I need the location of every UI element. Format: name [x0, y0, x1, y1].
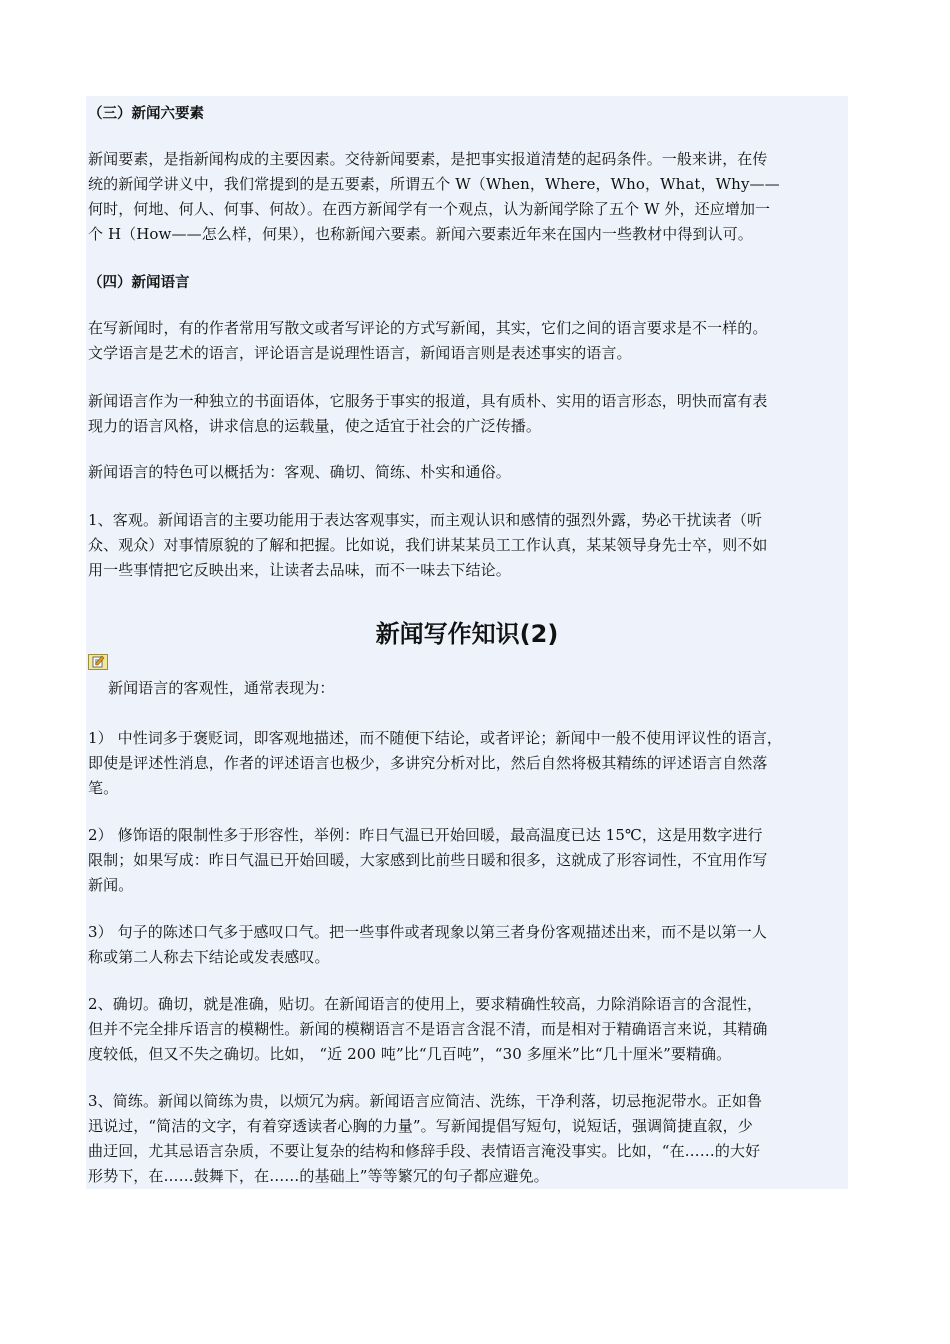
text-line: 即使是评述性消息，作者的评述语言也极少，多讲究分析对比，然后自然将极其精练的评述语言自然落	[88, 754, 768, 772]
text-line: 3、简练。新闻以简练为贵，以烦冗为病。新闻语言应简洁、洗练，干净利落，切忌拖泥带水。正如鲁	[88, 1092, 763, 1110]
text-line: 新闻语言的客观性，通常表现为：	[88, 679, 335, 697]
text-line: 在写新闻时，有的作者常用写散文或者写评论的方式写新闻，其实，它们之间的语言要求是不一样的。	[88, 319, 768, 337]
text-line: 新闻语言的特色可以概括为：客观、确切、简练、朴实和通俗。	[88, 463, 511, 481]
document-page	[86, 96, 848, 1189]
paragraph-language-style	[88, 389, 856, 439]
paragraph-conciseness	[88, 1089, 856, 1189]
paragraph-language-features	[88, 460, 856, 485]
text-line: 曲迂回，尤其忌语言杂质，不要让复杂的结构和修辞手段、表情语言淹没事实。比如，“在……的大好	[88, 1142, 761, 1160]
text-line: 但并不完全排斥语言的模糊性。新闻的模糊语言不是语言含混不清，而是相对于精确语言来说，其精确	[88, 1020, 768, 1038]
text-line: 2、确切。确切，就是准确，贴切。在新闻语言的使用上，要求精确性较高，力除消除语言的含混性，	[88, 995, 763, 1013]
article-title: 新闻写作知识(2)	[375, 620, 559, 648]
text-line: 3） 句子的陈述口气多于感叹口气。把一些事件或者现象以第三者身份客观描述出来，而不是以第一人	[88, 923, 767, 941]
section-heading-news-language: （四）新闻语言	[88, 275, 190, 291]
text-line: 文学语言是艺术的语言，评论语言是说理性语言，新闻语言则是表述事实的语言。	[88, 344, 632, 362]
text-line: 现力的语言风格，讲求信息的运载量，使之适宜于社会的广泛传播。	[88, 417, 542, 435]
paragraph-accuracy	[88, 992, 856, 1067]
text-line: 新闻要素，是指新闻构成的主要因素。交待新闻要素，是把事实报道清楚的起码条件。一般来讲，在传	[88, 150, 768, 168]
paragraph-news-elements	[88, 147, 856, 247]
text-line: 笔。	[88, 779, 119, 797]
paragraph-objectivity-intro	[88, 676, 856, 701]
text-line: 1、客观。新闻语言的主要功能用于表达客观事实，而主观认识和感情的强烈外露，势必干扰读者（听	[88, 511, 763, 529]
text-line: 统的新闻学讲义中，我们常提到的是五要素，所谓五个 W（When，Where，Who，What，Why——	[88, 175, 780, 193]
list-item-neutral-words	[88, 726, 856, 801]
text-line: 限制；如果写成：昨日气温已开始回暖，大家感到比前些日暖和很多，这就成了形容词性，不宜用作写	[88, 851, 768, 869]
document-icon	[88, 654, 108, 670]
text-line: 个 H（How——怎么样，何果），也称新闻六要素。新闻六要素近年来在国内一些教材中得到认可。	[88, 225, 753, 243]
section-heading-news-elements: （三）新闻六要素	[88, 106, 204, 122]
list-item-declarative-tone	[88, 920, 856, 970]
text-line: 众、观众）对事情原貌的了解和把握。比如说，我们讲某某员工工作认真，某某领导身先士卒，则不如	[88, 536, 768, 554]
text-line: 称或第二人称去下结论或发表感叹。	[88, 948, 330, 966]
text-line: 何时，何地、何人、何事、何故）。在西方新闻学有一个观点，认为新闻学除了五个 W 外，还应增加一	[88, 200, 771, 218]
paragraph-language-intro	[88, 316, 856, 366]
text-line: 形势下，在……鼓舞下，在……的基础上”等等繁冗的句子都应避免。	[88, 1167, 549, 1185]
list-item-restrictive-modifiers	[88, 823, 856, 898]
text-line: 新闻。	[88, 876, 134, 894]
text-line: 迅说过，“简洁的文字，有着穿透读者心胸的力量”。写新闻提倡写短句，说短话，强调简捷直叙，少	[88, 1117, 753, 1135]
text-line: 2） 修饰语的限制性多于形容性，举例：昨日气温已开始回暖，最高温度已达 15℃，这是用数字进行	[88, 826, 763, 844]
text-line: 新闻语言作为一种独立的书面语体，它服务于事实的报道，具有质朴、实用的语言形态，明快而富有表	[88, 392, 768, 410]
text-line: 1） 中性词多于褒贬词，即客观地描述，而不随便下结论，或者评论；新闻中一般不使用评议性的语言，	[88, 729, 783, 747]
text-line: 度较低，但又不失之确切。比如， “近 200 吨”比“几百吨”，“30 多厘米”比“几十厘米”要精确。	[88, 1045, 732, 1063]
text-line: 用一些事情把它反映出来，让读者去品味，而不一味去下结论。	[88, 561, 511, 579]
paragraph-objectivity	[88, 508, 856, 583]
